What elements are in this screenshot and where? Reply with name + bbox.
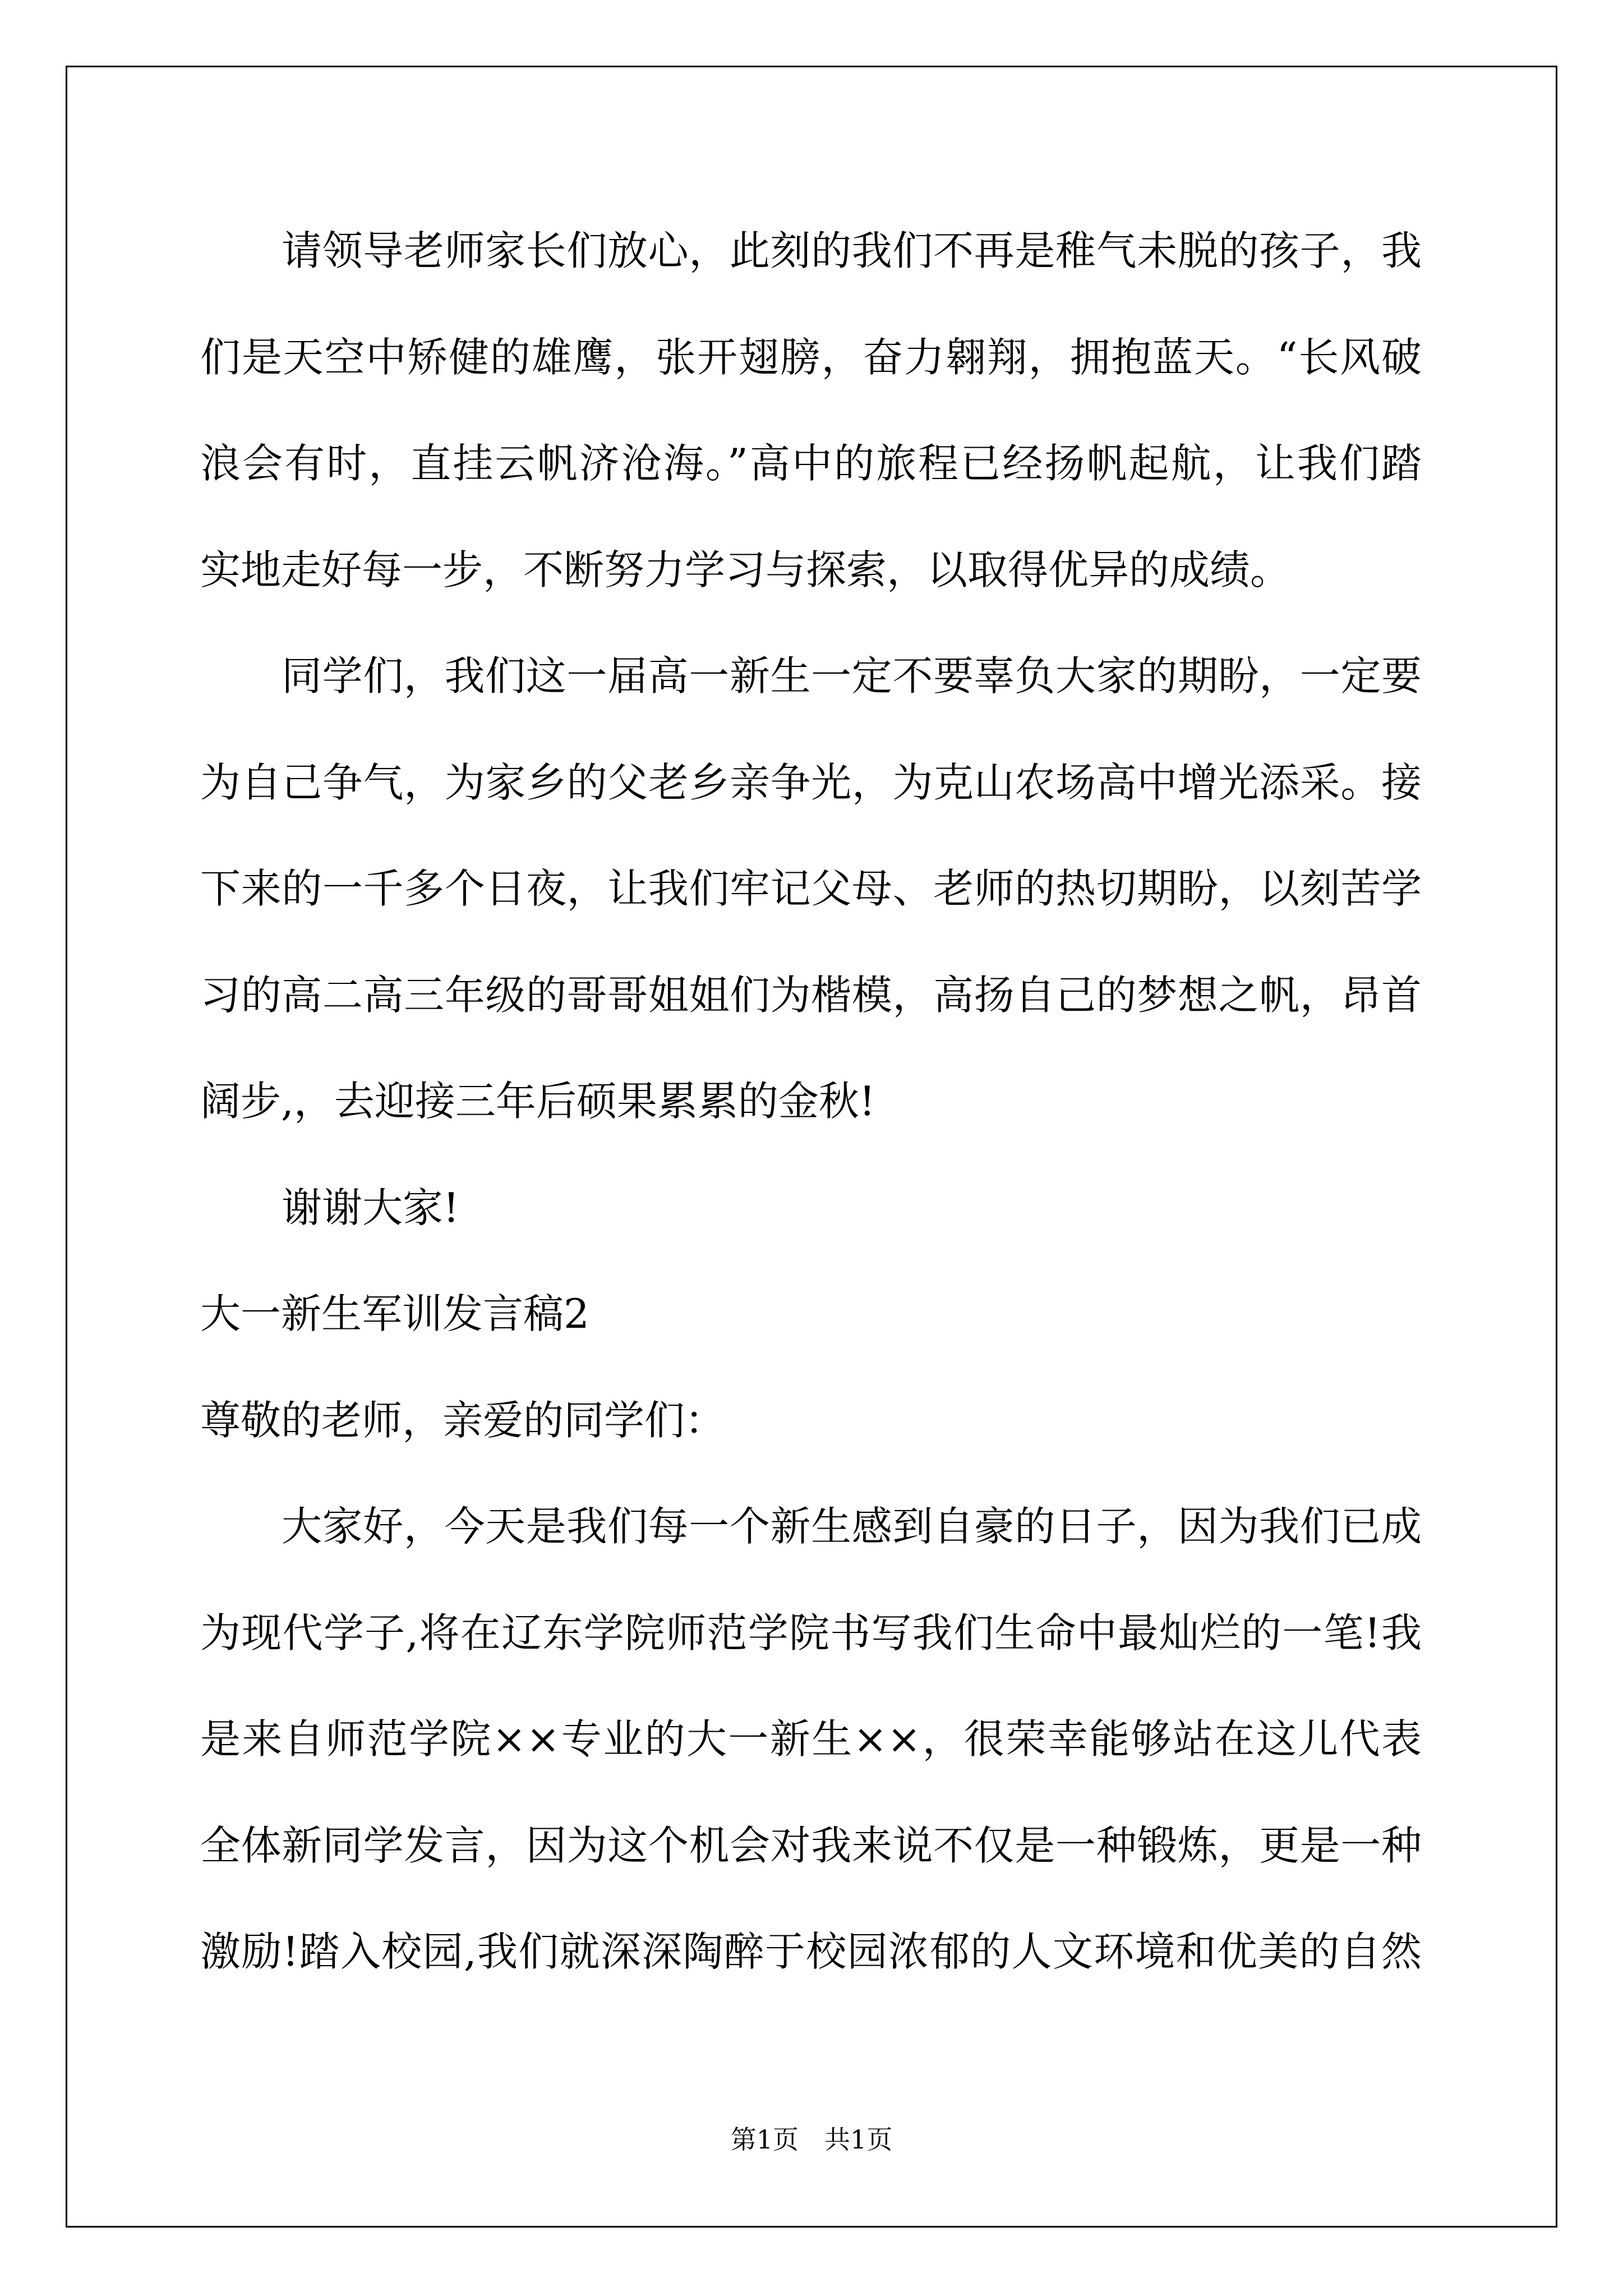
paragraph-line: 阔步,，去迎接三年后硕果累累的金秋! [200, 1078, 875, 1125]
paragraph-line: 全体新同学发言，因为这个机会对我来说不仅是一种锻炼，更是一种 [200, 1821, 1422, 1869]
paragraph-line: 大家好，今天是我们每一个新生感到自豪的日子，因为我们已成 [282, 1503, 1422, 1550]
paragraph-line: 为自己争气，为家乡的父老乡亲争光，为克山农场高中增光添采。接 [200, 758, 1422, 806]
section-heading-text: 大一新生军训发言稿2 [200, 1290, 589, 1337]
paragraph-line: 是来自师范学院××专业的大一新生××，很荣幸能够站在这儿代表 [200, 1715, 1422, 1763]
paragraph-line: 请领导老师家长们放心，此刻的我们不再是稚气未脱的孩子，我 [282, 227, 1422, 274]
salutation [200, 1368, 1422, 1474]
paragraph-line: 激励!踏入校园,我们就深深陶醉于校园浓郁的人文环境和优美的自然 [200, 1928, 1422, 1975]
paragraph-line: 下来的一千多个日夜，让我们牢记父母、老师的热切期盼，以刻苦学 [200, 865, 1422, 912]
paragraph-line: 实地走好每一步，不断努力学习与探索，以取得优异的成绩。 [200, 546, 1291, 593]
paragraph-2 [200, 623, 1422, 1155]
salutation-text: 尊敬的老师，亲爱的同学们： [200, 1396, 726, 1444]
closing-line: 谢谢大家! [282, 1184, 459, 1231]
paragraph-1 [200, 198, 1422, 623]
paragraph-line: 们是天空中矫健的雄鹰，张开翅膀，奋力翱翔，拥抱蓝天。“长风破 [200, 333, 1422, 381]
paragraph-3 [200, 1474, 1422, 2005]
closing-paragraph [200, 1155, 1422, 1262]
section-heading [200, 1261, 1422, 1368]
paragraph-line: 同学们，我们这一届高一新生一定不要辜负大家的期盼，一定要 [282, 652, 1422, 700]
paragraph-line: 习的高二高三年级的哥哥姐姐们为楷模，高扬自己的梦想之帆，昂首 [200, 971, 1422, 1019]
page-footer: 第1页 共1页 [730, 2124, 893, 2155]
paragraph-line: 浪会有时，直挂云帆济沧海。”高中的旅程已经扬帆起航，让我们踏 [200, 440, 1422, 487]
paragraph-line: 为现代学子,将在辽东学院师范学院书写我们生命中最灿烂的一笔!我 [200, 1609, 1422, 1657]
document-body [200, 198, 1422, 2005]
